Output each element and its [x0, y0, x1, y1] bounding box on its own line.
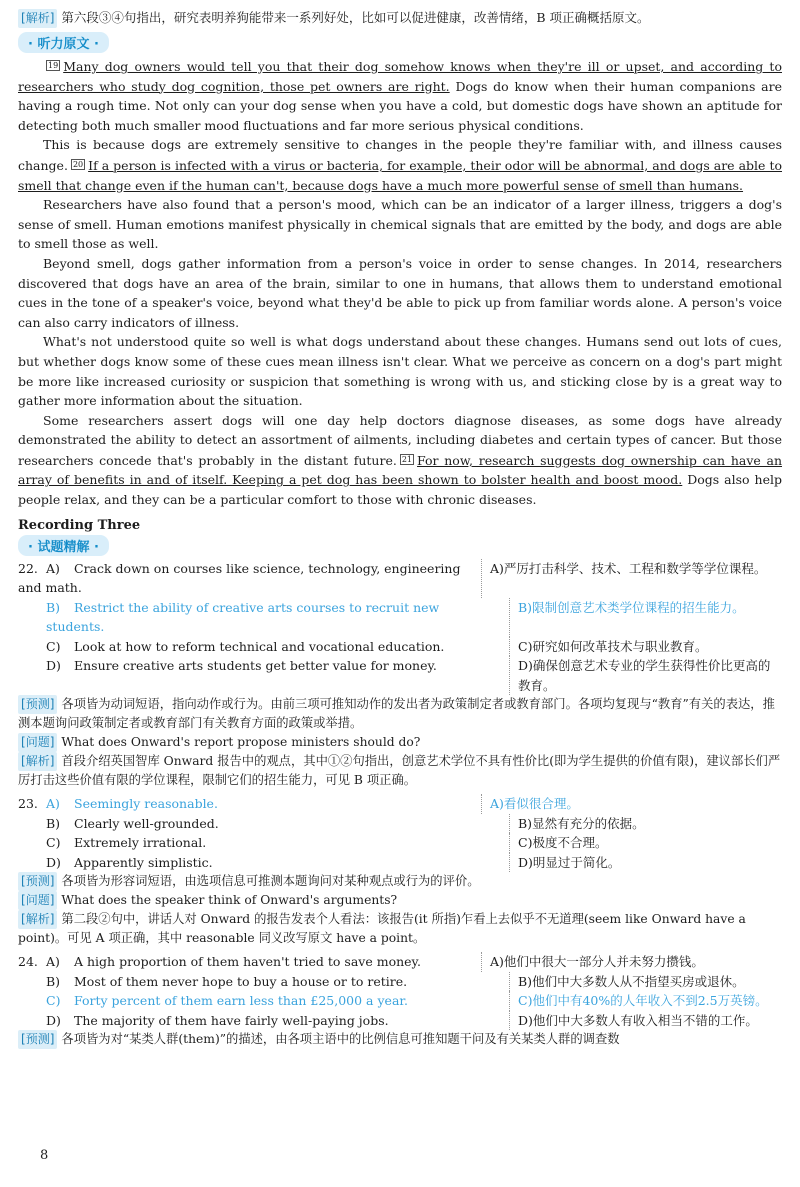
- option-row: [18, 952, 782, 972]
- option-text: Crack down on courses like science, technology, engineering and math.: [18, 560, 461, 596]
- prediction-tag: [ 预测 ]: [18, 872, 57, 891]
- key-sentence: If a person is infected with a virus or bacteria, for example, their odor will be abnormal, and dogs are able to smell that change even if the human can't, because dogs have a much more powerful sense of smell than humans.: [18, 157, 782, 193]
- option-letter: B): [46, 973, 61, 989]
- option-letter: B): [46, 815, 61, 831]
- paragraph-text: This is because dogs are extremely sensitive to changes in the people they're familiar with, and illness causes change.: [18, 137, 782, 173]
- option-row: [18, 853, 782, 873]
- option-text: Clearly well-grounded.: [74, 815, 219, 831]
- option-letter: B): [46, 599, 61, 615]
- option-translation: C)他们中有40%的人年收入不到2.5万英镑。: [518, 993, 768, 1009]
- option-letter: D): [46, 1012, 61, 1028]
- prediction: [18, 1030, 782, 1049]
- transcript-paragraph: [18, 56, 782, 135]
- recording-title: Recording Three: [18, 517, 141, 533]
- key-sentence: For now, research suggests dog ownership can have an array of benefits in and of itself. Keeping a pet dog has been shown to bolster health and boost mood.: [18, 452, 783, 488]
- option-text: Forty percent of them earn less than £25,000 a year.: [74, 993, 408, 1009]
- question-text: What does the speaker think of Onward's arguments?: [61, 893, 398, 908]
- option-letter: C): [46, 638, 61, 654]
- explanation-tag: [ 解析 ]: [18, 910, 57, 929]
- option-text: Most of them never hope to buy a house or to retire.: [74, 973, 408, 989]
- question-text: What does Onward's report propose ministers should do?: [61, 735, 421, 750]
- question-number: 24.: [18, 954, 38, 970]
- option-letter: A): [46, 796, 60, 812]
- explanation: [18, 752, 782, 790]
- option-row: [18, 656, 782, 695]
- question-prompt: [18, 733, 782, 752]
- transcript-paragraph: What's not understood quite so well is what dogs understand about these changes. Humans send out lots of cues, but whether dogs know some of these cues mean illness isn't clear. What we perceive as concern on a dog's part might be more like increased curiosity or suspicion that something is wrong with us, and sticking close by is a great way to gather more information about the situation.: [18, 334, 782, 409]
- transcript-banner: · 听力原文 ·: [18, 32, 109, 53]
- page-number: 8: [40, 1148, 49, 1163]
- paragraph-text: Some researchers assert dogs will one day help doctors diagnose diseases, as some dogs have already demonstrated the ability to detect an assortment of ailments, including diabetes and certain types of cancer. But those researchers concede that's probably in the distant future.: [18, 412, 782, 468]
- paragraph-text: Dogs also help people relax, and they can be a particular comfort to those with chronic diseases.: [18, 472, 782, 508]
- option-text: A high proportion of them haven't tried to save money.: [74, 954, 421, 970]
- key-sentence: Many dog owners would tell you that their dog somehow knows when they're ill or upset, and according to researchers who study dog cognition, those pet owners are right.: [18, 59, 782, 94]
- transcript-paragraph: Beyond smell, dogs gather information from a person's voice in order to sense changes. In 2014, researchers discovered that dogs have an area of the brain, similar to one in humans, that allows them to understand emotional cues in the tone of a speaker's voice, beyond what they'd be able to pick up from familiar words alone. A person's voice can also carry indicators of illness.: [18, 255, 782, 330]
- question-23: [18, 794, 782, 948]
- option-translation: B)显然有充分的依据。: [518, 815, 645, 831]
- analysis-top: [18, 8, 782, 28]
- option-row: [18, 559, 782, 598]
- option-letter: C): [46, 835, 61, 851]
- prediction: [18, 872, 782, 891]
- prediction-text: 各项皆为动词短语，指向动作或行为。由前三项可推知动作的发出者为政策制定者或教育部门。各项均复现与“教育”有关的表达，推测本题询问政策制定者或教育部门有关教育方面的政策或举措。: [18, 697, 775, 731]
- option-row-answer: [18, 794, 782, 814]
- explanation-text: 首段介绍英国智库 Onward 报告中的观点，其中①②句指出，创意艺术学位不具有性价比(即为学生提供的价值有限)，建议部长们严厉打击这些价值有限的学位课程，限制它们的招生能力，可见 B 项正确。: [18, 754, 781, 788]
- option-text: Apparently simplistic.: [74, 854, 213, 870]
- option-letter: D): [46, 854, 61, 870]
- question-tag: [ 问题 ]: [18, 891, 57, 910]
- paragraph-text: Dogs do know when their human companions are having a rough time. Not only can your dog sense when you have a cold, but domestic dogs have shown an aptitude for detecting both much smaller mood fluctuations and far more serious physical conditions.: [18, 78, 782, 133]
- prediction-tag: [ 预测 ]: [18, 695, 57, 714]
- option-translation: A)他们中很大一部分人并未努力攒钱。: [490, 954, 704, 970]
- option-translation: D)确保创意艺术专业的学生获得性价比更高的教育。: [518, 658, 771, 693]
- explanation-text: 第二段②句中，讲话人对 Onward 的报告发表个人看法：该报告(it 所指)乍看上去似乎不无道理(seem like Onward have a point)。可见 A 项正确，其中 reasonable 同义改写原文 have a point。: [18, 912, 746, 946]
- option-letter: D): [46, 658, 61, 674]
- option-letter: C): [46, 993, 61, 1009]
- question-24: [18, 952, 782, 1049]
- transcript-paragraph: Researchers have also found that a person's mood, which can be an indicator of a larger illness, triggers a dog's sense of smell. Human emotions manifest physically in chemical signals that are emitted by the body, and dogs are able to smell those as well.: [18, 197, 782, 252]
- option-translation: A)看似很合理。: [490, 796, 579, 812]
- question-number: 22.: [18, 560, 38, 576]
- prediction: [18, 695, 782, 733]
- option-translation: B)限制创意艺术类学位课程的招生能力。: [518, 599, 745, 615]
- option-translation: D)他们中大多数人有收入相当不错的工作。: [518, 1012, 758, 1028]
- question-marker: 21: [401, 454, 413, 464]
- option-letter: A): [46, 560, 60, 576]
- question-tag: [ 问题 ]: [18, 733, 57, 752]
- option-text: The majority of them have fairly well-paying jobs.: [74, 1012, 389, 1028]
- option-row: [18, 972, 782, 992]
- option-text: Seemingly reasonable.: [74, 796, 218, 812]
- option-text: Look at how to reform technical and vocational education.: [74, 638, 445, 654]
- option-letter: A): [46, 954, 60, 970]
- question-prompt: [18, 891, 782, 910]
- option-text: Ensure creative arts students get better value for money.: [74, 658, 437, 674]
- explanation: [18, 910, 782, 948]
- option-row-answer: [18, 598, 782, 637]
- page: [18, 8, 782, 1049]
- analysis-banner: · 试题精解 ·: [18, 535, 109, 556]
- option-row-answer: [18, 991, 782, 1011]
- analysis-tag: [ 解析 ]: [18, 9, 57, 28]
- transcript-paragraph: [18, 135, 782, 195]
- analysis-text: 第六段③④句指出，研究表明养狗能带来一系列好处，比如可以促进健康，改善情绪，B 项正确概括原文。: [61, 10, 650, 25]
- option-translation: C)极度不合理。: [518, 835, 608, 851]
- prediction-text: 各项皆为对“某类人群(them)”的描述，由各项主语中的比例信息可推知题干问及有关某类人群的调查数: [61, 1032, 620, 1047]
- option-translation: B)他们中大多数人从不指望买房或退休。: [518, 973, 745, 989]
- explanation-tag: [ 解析 ]: [18, 752, 57, 771]
- option-row: [18, 833, 782, 853]
- question-marker: 20: [72, 159, 84, 169]
- transcript-paragraph: [18, 411, 782, 510]
- option-row: [18, 637, 782, 657]
- option-translation: A)严厉打击科学、技术、工程和数学等学位课程。: [490, 560, 767, 576]
- question-marker: 19: [48, 61, 59, 70]
- question-number: 23.: [18, 796, 38, 812]
- prediction-text: 各项皆为形容词短语，由选项信息可推测本题询问对某种观点或行为的评价。: [61, 874, 480, 889]
- question-22: [18, 559, 782, 791]
- transcript: [18, 56, 782, 510]
- prediction-tag: [ 预测 ]: [18, 1030, 57, 1049]
- option-text: Extremely irrational.: [74, 835, 207, 851]
- option-translation: C)研究如何改革技术与职业教育。: [518, 638, 708, 654]
- option-row: [18, 1011, 782, 1031]
- option-translation: D)明显过于简化。: [518, 854, 621, 870]
- option-row: [18, 814, 782, 834]
- option-text: Restrict the ability of creative arts courses to recruit new students.: [46, 599, 440, 635]
